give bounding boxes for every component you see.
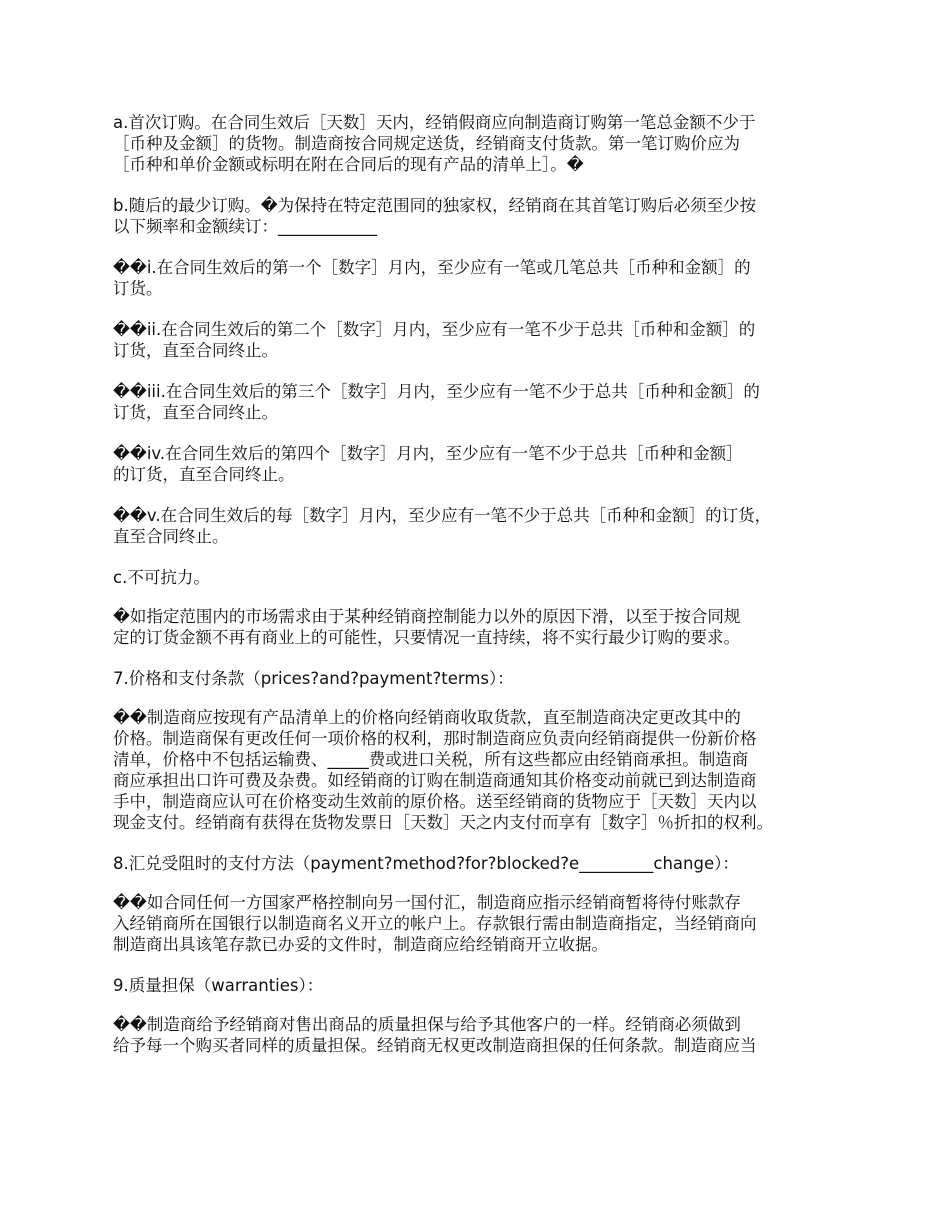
clause-c-force-majeure-text: �如指定范围内的市场需求由于某种经销商控制能力以外的原因下滑，以至于按合同规 定的订货金额不再有商业上的可能性，只要情况一直持续，将不实行最少订购的要求。 — [113, 607, 741, 647]
section-7-text: ��制造商应按现有产品清单上的价格向经销商收取货款，直至制造商决定更改其中的 价格。制造商保有更改任何一项价格的权利，那时制造商应负责向经销商提供一份新价格 清单，价格中不包括运输费、_____费或进口关税，所有这些都应由经销商承担。制造商 商应承担出口许可费及杂费。如经销商的订购在制造商通知其价格变动前就已到达制造商 手中，制造商应认可在价格变动生效前的原价格。送至经销商的货物应于［天数］天内以 现金支付。经销商有获得在货物发票日［天数］天之内支付而享有［数字］％折扣的权利。 — [113, 708, 773, 832]
clause-c-force-majeure-heading: c.不可抗力。 — [113, 568, 210, 587]
clause-b-item-iv: ��iv.在合同生效后的第四个［数字］月内，至少应有一笔不少于总共［币种和金额］ 的订货，直至合同终止。 — [113, 444, 743, 484]
section-8-text: ��如合同任何一方国家严格控制向另一国付汇，制造商应指示经销商暂将待付账款存 入经销商所在国银行以制造商名义开立的帐户上。存款银行需由制造商指定，当经销商向 制造商出具该笔存款已办妥的文件时，制造商应给经销商开立收据。 — [113, 893, 757, 954]
clause-b-minimum-order: b.随后的最少订购。�为保持在特定范围同的独家权，经销商在其首笔订购后必须至少按 以下频率和金额续订：____________ — [113, 196, 757, 236]
section-9-text: ��制造商给予经销商对售出商品的质量担保与给予其他客户的一样。经销商必须做到 给予每一个购买者同样的质量担保。经销商无权更改制造商担保的任何条款。制造商应当 — [113, 1015, 757, 1055]
section-7-heading: 7.价格和支付条款（prices?and?payment?terms）： — [113, 669, 514, 688]
clause-b-item-ii: ��ii.在合同生效后的第二个［数字］月内，至少应有一笔不少于总共［币种和金额］的 订货，直至合同终止。 — [113, 320, 756, 360]
document-page — [113, 112, 853, 1076]
clause-b-item-v: ��v.在合同生效后的每［数字］月内，至少应有一笔不少于总共［币种和金额］的订货， 直至合同终止。 — [113, 506, 772, 546]
section-9-heading: 9.质量担保（warranties）： — [113, 976, 324, 995]
clause-b-item-i: ��i.在合同生效后的第一个［数字］月内，至少应有一笔或几笔总共［币种和金额］的 订货。 — [113, 258, 751, 298]
clause-a-first-order: a.首次订购。在合同生效后［天数］天内，经销假商应向制造商订购第一笔总金额不少于 ［币种及金额］的货物。制造商按合同规定送货，经销商支付货款。第一笔订购价应为 ［币种和单价金额或标明在附在合同后的现有产品的清单上］。� — [113, 113, 756, 174]
section-8-heading: 8.汇兑受阻时的支付方法（payment?method?for?blocked?e_________change）： — [113, 854, 739, 873]
clause-b-item-iii: ��iii.在合同生效后的第三个［数字］月内，至少应有一笔不少于总共［币种和金额］的 订货，直至合同终止。 — [113, 382, 760, 422]
